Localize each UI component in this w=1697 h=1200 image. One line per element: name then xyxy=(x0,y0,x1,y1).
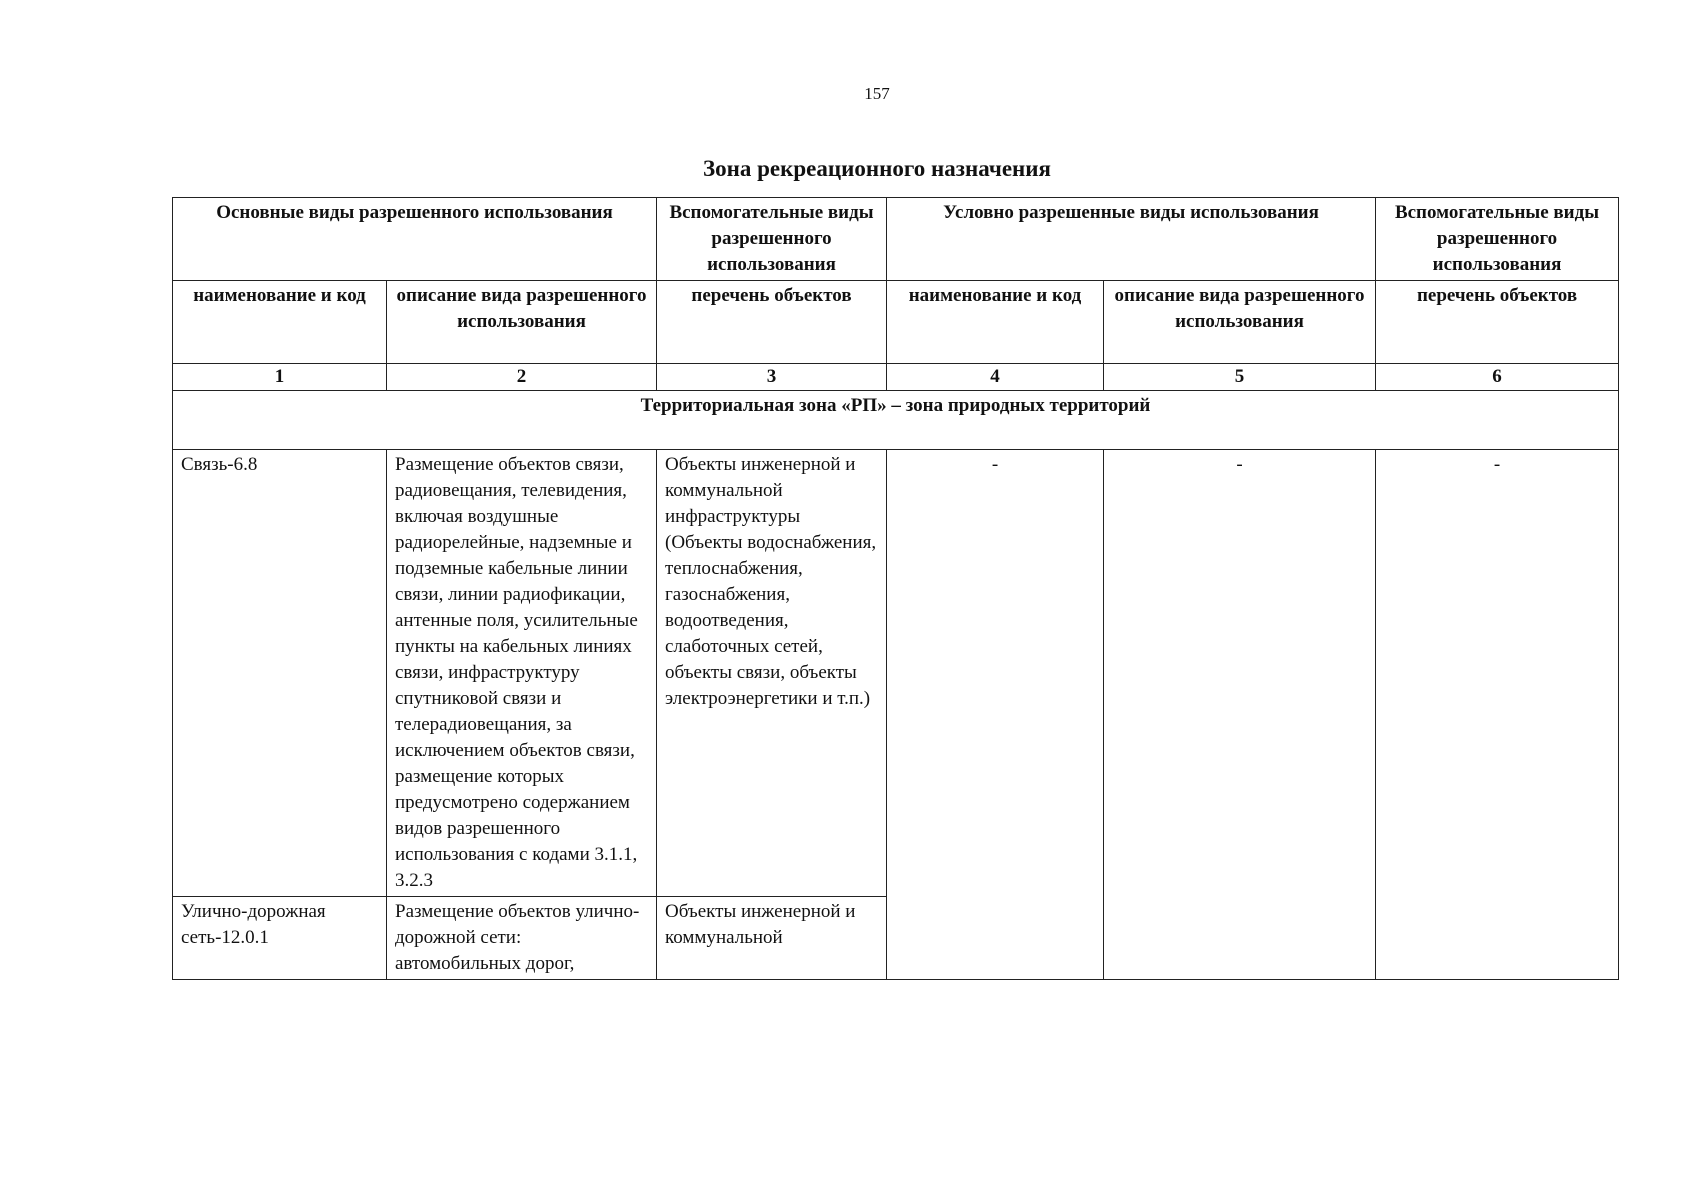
header-col-description-2: описание вида разрешенного использования xyxy=(1104,281,1376,364)
column-number: 3 xyxy=(657,364,887,391)
column-number: 5 xyxy=(1104,364,1376,391)
use-objects: Объекты инженерной и коммунальной xyxy=(657,897,887,980)
column-number: 1 xyxy=(173,364,387,391)
zone-title: Территориальная зона «РП» – зона природных территорий xyxy=(173,391,1619,450)
conditional-objects: - xyxy=(1376,450,1619,980)
use-description: Размещение объектов улично-дорожной сети: автомобильных дорог, xyxy=(387,897,657,980)
header-col-name: наименование и код xyxy=(173,281,387,364)
use-description: Размещение объектов связи, радиовещания, телевидения, включая воздушные радиорелейные, надземные и подземные кабельные линии связи, линии радиофикации, антенные поля, усилительные пункты на кабельных линиях связи, инфраструктуру спутниковой связи и телерадиовещания, за исключением объектов связи, размещение которых предусмотрено содержанием видов разрешенного использования с кодами 3.1.1, 3.2.3 xyxy=(387,450,657,897)
column-number: 6 xyxy=(1376,364,1619,391)
header-col-name-2: наименование и код xyxy=(887,281,1104,364)
page-number: 157 xyxy=(864,84,890,103)
column-number: 4 xyxy=(887,364,1104,391)
use-name: Улично-дорожная сеть-12.0.1 xyxy=(173,897,387,980)
header-conditional-uses: Условно разрешенные виды использования xyxy=(887,198,1376,281)
use-objects: Объекты инженерной и коммунальной инфраструктуры (Объекты водоснабжения, теплоснабжения, газоснабжения, водоотведения, слаботочных сетей, объекты связи, объекты электроэнергетики и т.п.) xyxy=(657,450,887,897)
conditional-name: - xyxy=(887,450,1104,980)
column-number: 2 xyxy=(387,364,657,391)
conditional-description: - xyxy=(1104,450,1376,980)
header-col-objects: перечень объектов xyxy=(657,281,887,364)
header-col-description: описание вида разрешенного использования xyxy=(387,281,657,364)
zoning-table xyxy=(172,197,1619,980)
header-col-objects-2: перечень объектов xyxy=(1376,281,1619,364)
header-main-uses: Основные виды разрешенного использования xyxy=(173,198,657,281)
header-auxiliary-uses: Вспомогательные виды разрешенного использования xyxy=(657,198,887,281)
table-row xyxy=(173,450,1619,897)
header-auxiliary-uses-2: Вспомогательные виды разрешенного использования xyxy=(1376,198,1619,281)
use-name: Связь-6.8 xyxy=(173,450,387,897)
page-title: Зона рекреационного назначения xyxy=(703,156,1051,181)
